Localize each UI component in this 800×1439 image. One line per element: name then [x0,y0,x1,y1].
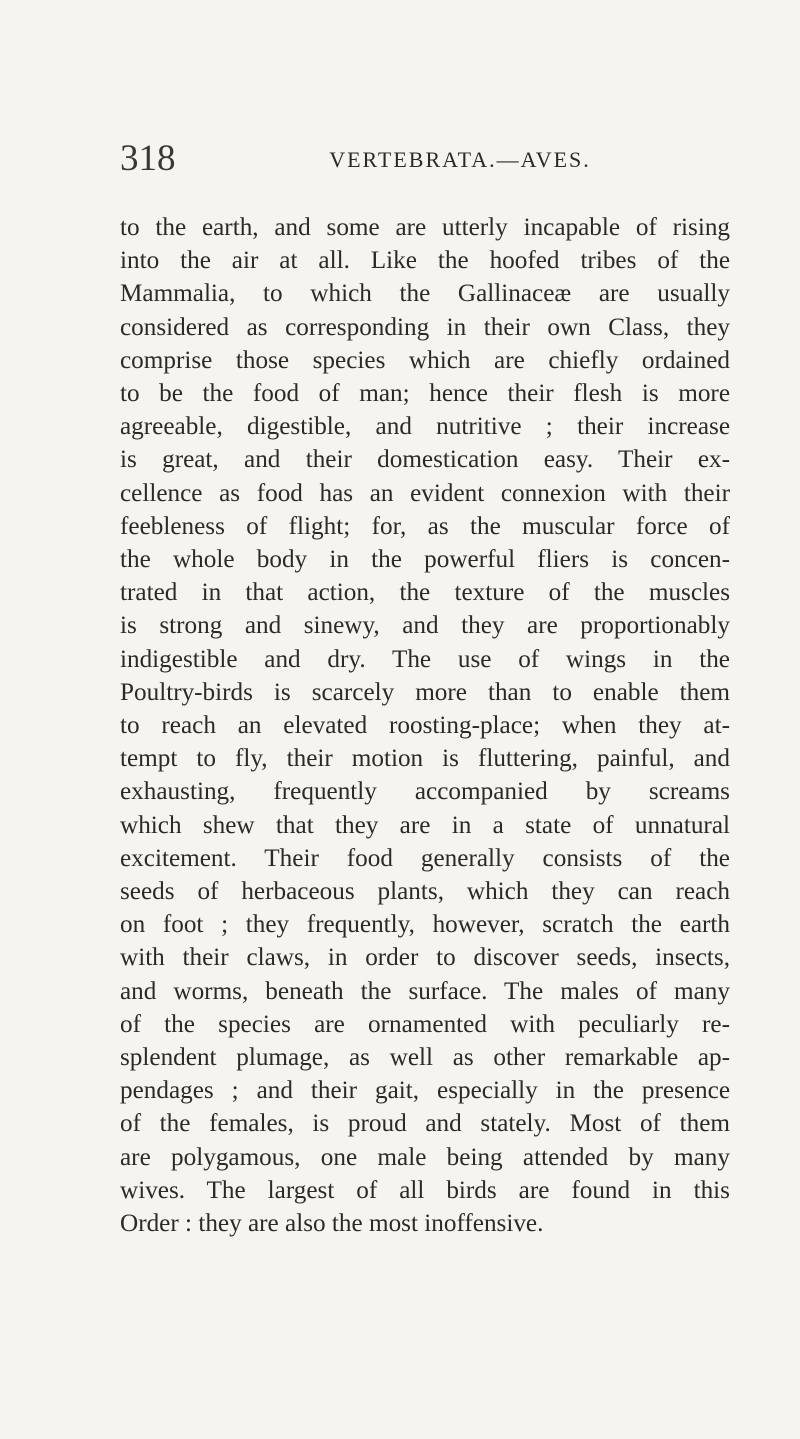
text-line: and worms, beneath the surface. The males of many [120,977,730,1005]
text-line: Poultry-birds is scarcely more than to enable them [120,678,730,706]
body-paragraph [120,211,730,1240]
text-line: is strong and sinewy, and they are proportionably [120,612,730,640]
text-line: to be the food of man; hence their flesh is more [120,380,730,408]
text-line: seeds of herbaceous plants, which they can reach [120,878,730,906]
text-line: to reach an elevated roosting-place; when they at- [120,712,730,740]
text-line: comprise those species which are chiefly ordained [120,346,730,374]
text-line: excitement. Their food generally consists of the [120,844,730,872]
text-line: of the species are ornamented with peculiarly re- [120,1010,730,1038]
running-head: VERTEBRATA.—AVES. [329,147,591,172]
text-line: cellence as food has an evident connexion with their [120,479,730,507]
text-line: into the air at all. Like the hoofed tribes of the [120,247,730,275]
text-line: to the earth, and some are utterly incapable of rising [120,214,730,241]
page-header [120,137,730,187]
text-line: considered as corresponding in their own Class, they [120,313,730,341]
text-line: splendent plumage, as well as other remarkable ap- [120,1044,730,1072]
text-line: tempt to fly, their motion is fluttering, painful, and [120,745,730,773]
text-line: is great, and their domestication easy. Their ex- [120,446,730,474]
text-line: trated in that action, the texture of the muscles [120,579,730,607]
text-line: Mammalia, to which the Gallinaceæ are usually [120,280,730,308]
text-line: feebleness of flight; for, as the muscular force of [120,512,730,540]
text-line: on foot ; they frequently, however, scratch the earth [120,911,730,939]
text-line: with their claws, in order to discover seeds, insects, [120,944,730,972]
text-line: of the females, is proud and stately. Most of them [120,1110,730,1138]
text-line: indigestible and dry. The use of wings in the [120,645,730,673]
text-line: are polygamous, one male being attended by many [120,1143,730,1171]
text-line: wives. The largest of all birds are found in this [120,1176,730,1204]
text-line: exhausting, frequently accompanied by screams [120,778,730,806]
page-number: 318 [120,138,176,179]
text-line: the whole body in the powerful fliers is concen- [120,546,730,574]
text-line: pendages ; and their gait, especially in the presence [120,1077,730,1105]
text-line: agreeable, digestible, and nutritive ; their increase [120,413,730,441]
text-line-last: Order : they are also the most inoffensive. [120,1210,544,1238]
text-line: which shew that they are in a state of unnatural [120,811,730,839]
